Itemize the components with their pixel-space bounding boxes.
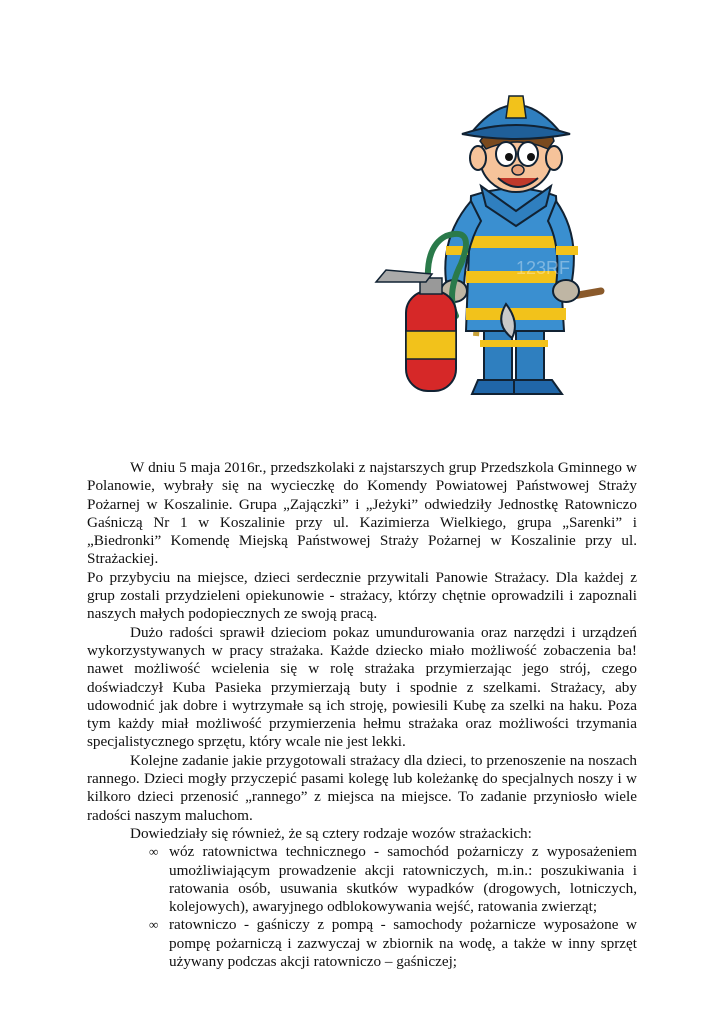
watermark-text: 123RF <box>516 258 571 278</box>
vehicle-types-list <box>87 843 637 971</box>
paragraph-vehicles-intro: Dowiedziały się również, że są cztery rodzaje wozów strażackich: <box>130 824 532 842</box>
paragraph-uniform: Dużo radości sprawił dzieciom pokaz umundurowania oraz narzędzi i urządzeń wykorzystywanych w pracy strażaka. Każde dziecko miało możliwość zobaczenia ba! nawet możliwość wcielenia się w rolę strażaka przymierzając jego strój, czego doświadczył Kuba Pasieka przymierzają buty i spodnie z szelkami. Strażacy, aby udowodnić jak dobre i wytrzymałe są ich stroję, powiesili Kubę za szelki na haku. Poza tym każdy miał możliwość przymierzenia hełmu strażaka oraz możliwości trzymania specjalistycznego sprzętu, który wcale nie jest lekki. <box>87 623 637 751</box>
bullet-icon: ∞ <box>149 917 159 933</box>
paragraph-intro: W dniu 5 maja 2016r., przedszkolaki z najstarszych grup Przedszkola Gminnego w Polanowie, wybrały się na wycieczkę do Komendy Powiatowej Państwowej Straży Pożarnej w Koszalinie. Grupa „Zajączki” i „Jeżyki” odwiedziły Jednostkę Ratowniczo Gaśniczą Nr 1 w Koszalinie przy ul. Kazimierza Wielkiego, grupa „Sarenki” i „Biedronki” Komendę Miejską Państwowej Straży Pożarnej w Koszalinie przy ul. Strażackiej. <box>87 459 637 568</box>
article-body <box>87 459 637 971</box>
firefighter-illustration <box>366 86 616 400</box>
paragraph-arrival: Po przybyciu na miejsce, dzieci serdecznie przywitali Panowie Strażacy. Dla każdej z grup zostali przydzieleni opiekunowie - strażacy, którzy chętnie oprowadzili i zapoznali naszych małych podopiecznych ze swoją pracą. <box>87 568 637 623</box>
list-item <box>87 843 637 916</box>
list-item <box>87 916 637 971</box>
paragraph-stretcher: Kolejne zadanie jakie przygotowali strażacy dla dzieci, to przenoszenie na noszach rannego. Dzieci mogły przyczepić pasami kolegę lub koleżankę do specjalnych noszy i w kilkoro dzieci przenosić „rannego” z miejsca na miejsce. To zadanie przyniosło wiele radości naszym maluchom. <box>87 751 637 824</box>
bullet-icon: ∞ <box>149 844 159 860</box>
list-item-text: ratowniczo - gaśniczy z pompą - samochody pożarnicze wyposażone w pompę pożarniczą i zazwyczaj w zbiornik na wodę, a także w inny sprzęt używany podczas akcji ratowniczo – gaśniczej; <box>169 916 637 971</box>
list-item-text: wóz ratownictwa technicznego - samochód pożarniczy z wyposażeniem umożliwiającym prowadzenie akcji ratowniczych, m.in.: poszukiwania i ratowania osób, usuwania skutków wypadków (drogowych, lotniczych, kolejowych), awaryjnego odblokowywania wejść, ratowania zwierząt; <box>169 843 637 916</box>
